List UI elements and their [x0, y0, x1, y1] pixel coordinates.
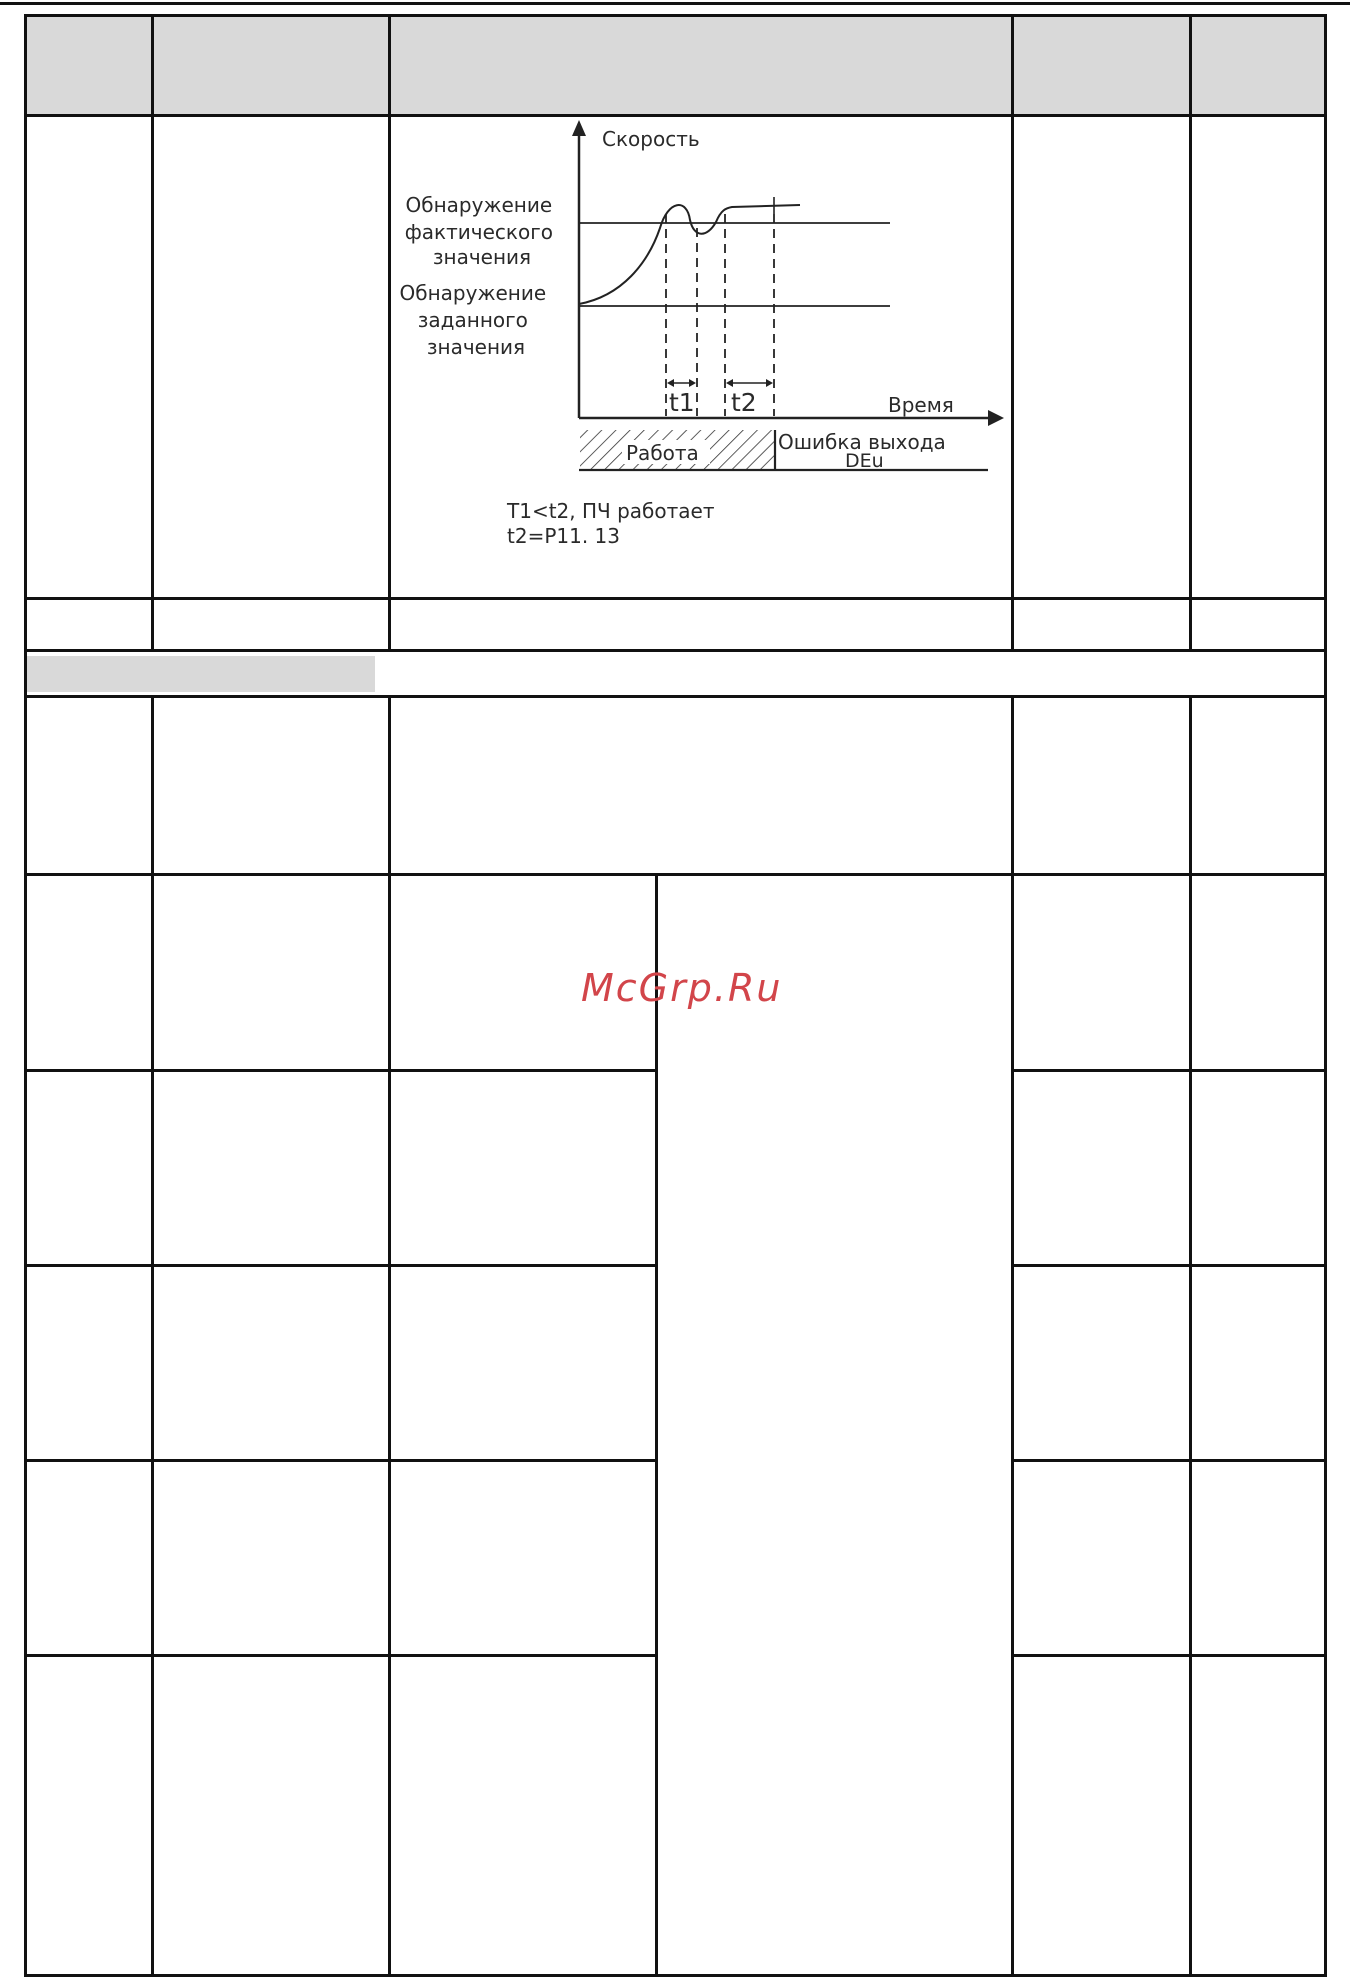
actual-detect-label: Обнаружение фактического значения [404, 193, 553, 269]
row-border [24, 14, 1327, 17]
y-axis-arrow [572, 120, 586, 136]
row-border [24, 1264, 657, 1267]
row-border [1011, 1069, 1327, 1072]
x-axis-label: Время [888, 393, 954, 417]
run-label: Работа [626, 441, 699, 465]
column-border [388, 695, 391, 1977]
output-error-label: Ошибка выхода [778, 430, 946, 454]
column-border [1189, 14, 1192, 652]
row-border [1011, 1459, 1327, 1462]
column-border [1011, 14, 1014, 652]
row-border [24, 873, 1327, 876]
row-border [24, 597, 1327, 600]
row-border [24, 1069, 657, 1072]
speed-detection-diagram [390, 118, 1010, 558]
watermark: McGrp.Ru [581, 966, 783, 1010]
set-detect-label: Обнаружение заданного значения [399, 281, 547, 359]
column-border [655, 873, 658, 1977]
section-header-band [27, 656, 375, 692]
t2-label: t2 [731, 388, 757, 417]
t1-arrow-head [689, 379, 696, 387]
top-rule [0, 2, 1350, 5]
column-border [1189, 695, 1192, 1977]
note-line-2: t2=P11. 13 [507, 524, 620, 548]
row-border [24, 1654, 657, 1657]
row-border [24, 1974, 1327, 1977]
t1-arrow-head [667, 379, 674, 387]
column-border [1011, 695, 1014, 1977]
t1-label: t1 [669, 388, 695, 417]
output-error-code: DEu [845, 450, 884, 472]
row-border [1011, 1264, 1327, 1267]
t2-arrow-head [766, 379, 773, 387]
speed-curve [579, 205, 800, 304]
y-axis-label: Скорость [602, 127, 700, 151]
column-border [151, 14, 154, 652]
row-border [24, 695, 1327, 698]
row-border [1011, 1654, 1327, 1657]
column-border [24, 14, 27, 1977]
table-header-band [24, 17, 1324, 115]
t2-arrow-head [726, 379, 733, 387]
x-axis-arrow [988, 410, 1004, 426]
row-border [24, 1459, 657, 1462]
row-border [24, 114, 1327, 117]
note-line-1: T1<t2, ПЧ работает [507, 499, 715, 523]
column-border [151, 695, 154, 1977]
column-border [1324, 14, 1327, 1977]
row-border [24, 649, 1327, 652]
